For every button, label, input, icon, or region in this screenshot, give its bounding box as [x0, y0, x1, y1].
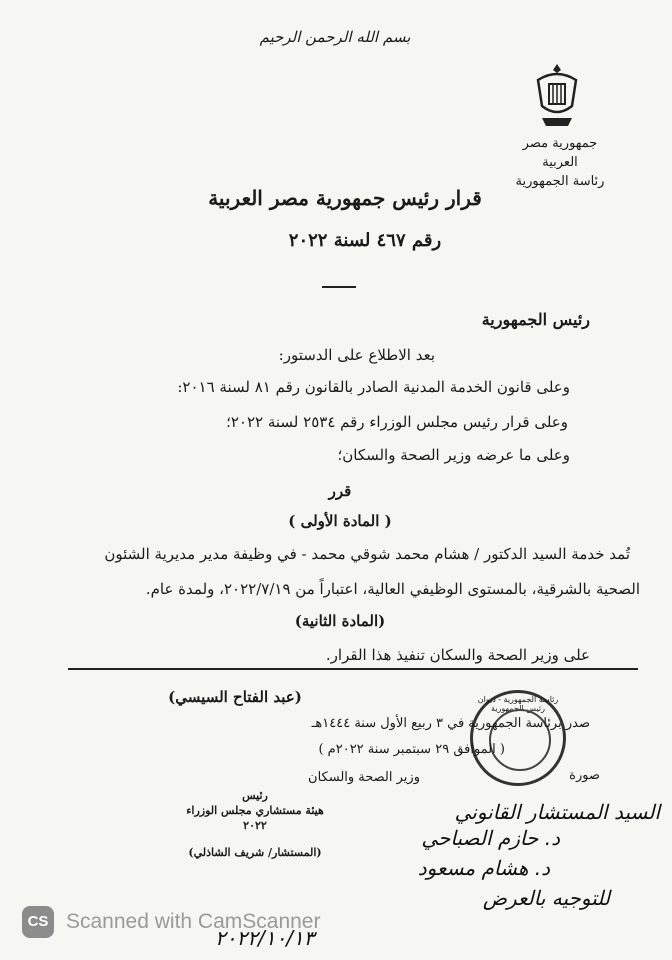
stamp-text: رئاسة الجمهورية - ديوان رئيس الجمهورية — [477, 695, 559, 713]
article2-text: على وزير الصحة والسكان تنفيذ هذا القرار. — [325, 646, 590, 664]
advisors-org: هيئة مستشاري مجلس الوزراء — [186, 804, 324, 817]
handwritten-date: ٢٠٢٢/١٠/١٣ — [215, 926, 315, 950]
article1-heading: ( المادة الأولى ) — [288, 512, 392, 530]
advisors-signer: (المستشار/ شريف الشاذلي) — [188, 846, 322, 859]
issuer-heading: رئيس الجمهورية — [481, 310, 590, 329]
handwritten-note: السيد المستشار القانوني — [454, 800, 660, 824]
scanner-text: Scanned with CamScanner — [66, 910, 321, 933]
advisors-block — [180, 788, 330, 860]
preamble-line: بعد الاطلاع على الدستور: — [278, 346, 435, 364]
preamble-line: وعلى ما عرضه وزير الصحة والسكان؛ — [337, 446, 570, 464]
advisors-year: ٢٠٢٢ — [243, 819, 267, 832]
preamble-line: وعلى قانون الخدمة المدنية الصادر بالقانون رقم ٨١ لسنة ٢٠١٦: — [177, 378, 570, 396]
handwritten-note: للتوجيه بالعرض — [482, 886, 610, 910]
preamble-line: وعلى قرار رئيس مجلس الوزراء رقم ٢٥٣٤ لسنة ٢٠٢٢؛ — [226, 413, 568, 431]
decree-number: رقم ٤٦٧ لسنة ٢٠٢٢ — [288, 230, 442, 251]
handwritten-note: د. هشام مسعود — [417, 856, 550, 880]
decided-label: قرر — [328, 482, 352, 500]
divider — [68, 668, 638, 670]
article2-heading: (المادة الثانية) — [294, 612, 386, 630]
article1-text: الصحية بالشرقية، بالمستوى الوظيفي العالية، اعتباراً من ٢٠٢٢/٧/١٩، ولمدة عام. — [145, 580, 640, 598]
decree-title: قرار رئيس جمهورية مصر العربية — [208, 186, 482, 210]
camscanner-logo-icon: CS — [22, 906, 54, 938]
handwritten-note: د. حازم الصباحي — [421, 826, 560, 850]
advisors-title: رئيس — [242, 789, 268, 802]
basmala: بسم الله الرحمن الرحيم — [259, 28, 411, 46]
copy-label: صورة — [569, 768, 600, 783]
scanner-watermark — [22, 902, 372, 942]
article1-text: تُمد خدمة السيد الدكتور / هشام محمد شوقي محمد - في وظيفة مدير مديرية الشئون — [104, 545, 630, 563]
presidency-name: رئاسة الجمهورية — [515, 174, 605, 189]
official-stamp — [470, 690, 566, 786]
divider — [322, 286, 356, 288]
issue-date-gregorian: ( الموافق ٢٩ سبتمبر سنة ٢٠٢٢م ) — [318, 742, 505, 757]
president-name: (عبد الفتاح السيسي) — [168, 688, 302, 706]
republic-header — [505, 134, 615, 191]
eagle-emblem-icon — [532, 60, 582, 132]
minister-title: وزير الصحة والسكان — [308, 770, 420, 785]
republic-name: جمهورية مصر العربية — [522, 136, 598, 170]
issue-date-hijri: صدر برئاسة الجمهورية في ٣ ربيع الأول سنة ١٤٤٤هـ — [311, 716, 590, 731]
